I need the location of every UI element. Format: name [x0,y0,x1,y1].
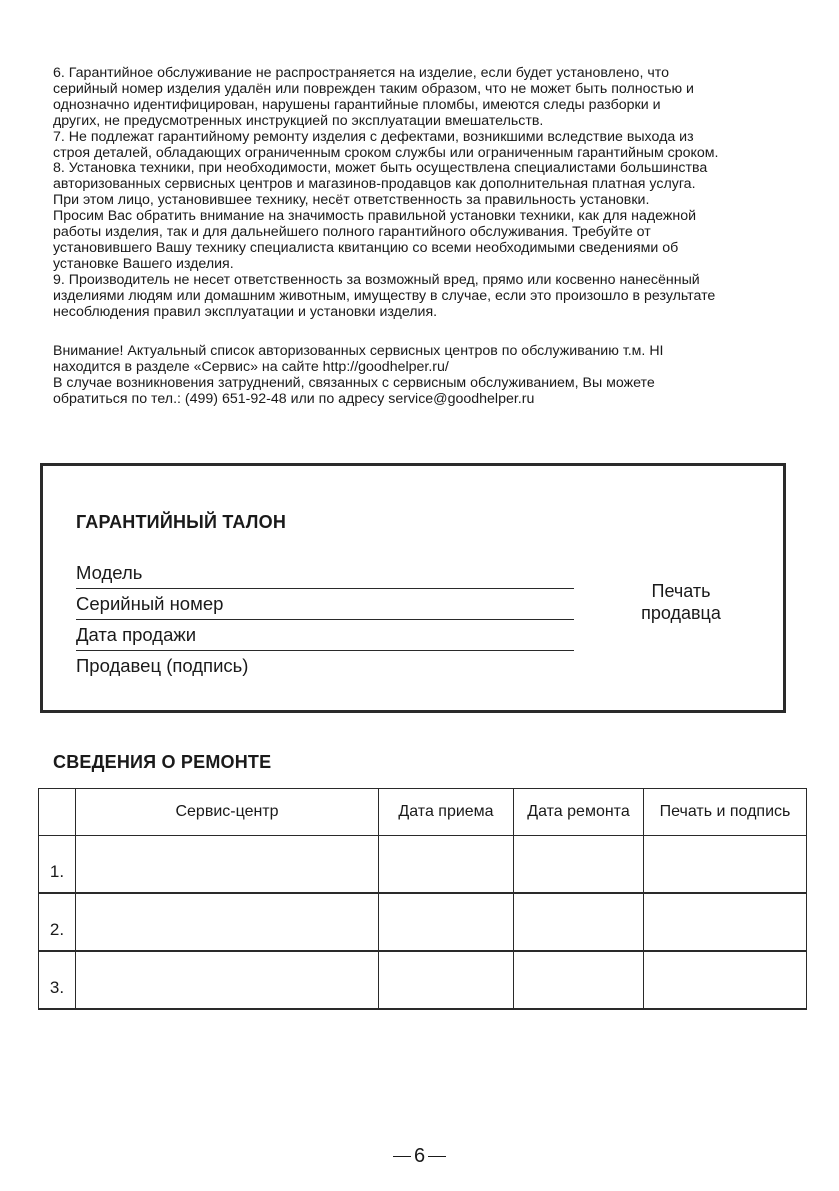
terms-line: строя деталей, обладающих ограниченным сроком службы или ограниченным гарантийным сроком. [53,144,719,161]
repair-table [38,788,807,1010]
table-row [39,951,807,1009]
terms-line: Просим Вас обратить внимание на значимость правильной установки техники, как для надежной [53,208,697,225]
terms-line: установившего Вашу технику специалиста квитанцию со всеми необходимыми сведениями об [53,239,679,256]
stamp-label: Печать [651,581,711,601]
stamp-label: продавца [641,603,721,623]
warranty-terms [53,66,813,321]
terms-line: изделиями людям или домашним животным, имуществу в случае, если это произошло в результате [53,287,716,304]
cell-service-center [76,836,379,894]
terms-line: 6. Гарантийное обслуживание не распространяется на изделие, если будет установлено, что [53,65,669,81]
repair-section-title: СВЕДЕНИЯ О РЕМОНТЕ [53,752,272,772]
terms-line: 9. Производитель не несет ответственность за возможный вред, прямо или косвенно нанесённый [53,271,700,288]
terms-line: других, не предусмотренных инструкцией по эксплуатации вмешательств. [53,112,544,129]
terms-line: установке Вашего изделия. [53,255,234,272]
terms-line: авторизованных сервисных центров и магазинов-продавцов как дополнительная платная услуга. [53,176,696,193]
terms-line: серийный номер изделия удалён или поврежден таким образом, что не может быть полностью и [53,80,694,97]
cell-repair-date [514,893,644,951]
header-repair-date: Дата ремонта [514,789,644,836]
cell-stamp-signature [644,893,807,951]
page-number [0,1145,839,1168]
cell-receive-date [379,951,514,1009]
cell-receive-date [379,836,514,894]
header-number [39,789,76,836]
notice-line: Внимание! Актуальный список авторизованных сервисных центров по обслуживанию т.м. HI [53,343,664,359]
row-number: 1. [39,836,76,894]
header-receive-date: Дата приема [379,789,514,836]
serial-number-field: Серийный номер [76,593,574,620]
terms-line: При этом лицо, установившее технику, несёт ответственность за правильность установки. [53,192,650,209]
cell-repair-date [514,836,644,894]
cell-service-center [76,951,379,1009]
terms-line: несоблюдения правил эксплуатации и установки изделия. [53,303,438,320]
coupon-title: ГАРАНТИЙНЫЙ ТАЛОН [76,512,287,532]
dash-decoration [393,1156,411,1157]
cell-repair-date [514,951,644,1009]
table-row [39,836,807,894]
cell-service-center [76,893,379,951]
warranty-coupon [40,463,786,713]
cell-receive-date [379,893,514,951]
terms-line: 7. Не подлежат гарантийному ремонту изделия с дефектами, возникшими вследствие выхода из [53,128,694,145]
row-number: 3. [39,951,76,1009]
seller-stamp-area [621,580,741,624]
cell-stamp-signature [644,951,807,1009]
page-number-value: 6 [413,1145,426,1167]
notice-line: обратиться по тел.: (499) 651-92-48 или по адресу service@goodhelper.ru [53,390,535,407]
model-field: Модель [76,562,574,589]
terms-line: 8. Установка техники, при необходимости, может быть осуществлена специалистами большинства [53,160,708,177]
notice-line: находится в разделе «Сервис» на сайте http://goodhelper.ru/ [53,358,449,375]
terms-line: работы изделия, так и для дальнейшего полного гарантийного обслуживания. Требуйте от [53,224,651,241]
sale-date-field: Дата продажи [76,624,574,651]
notice-line: В случае возникновения затруднений, связанных с сервисным обслуживанием, Вы можете [53,374,655,391]
service-notice [53,344,813,408]
row-number: 2. [39,893,76,951]
cell-stamp-signature [644,836,807,894]
header-service-center: Сервис-центр [76,789,379,836]
table-row [39,893,807,951]
terms-line: однозначно идентифицирован, нарушены гарантийные пломбы, имеются следы разборки и [53,96,661,113]
seller-signature-field: Продавец (подпись) [76,655,249,676]
repair-header-row [39,789,807,836]
header-stamp-signature: Печать и подпись [644,789,807,836]
dash-decoration [428,1156,446,1157]
